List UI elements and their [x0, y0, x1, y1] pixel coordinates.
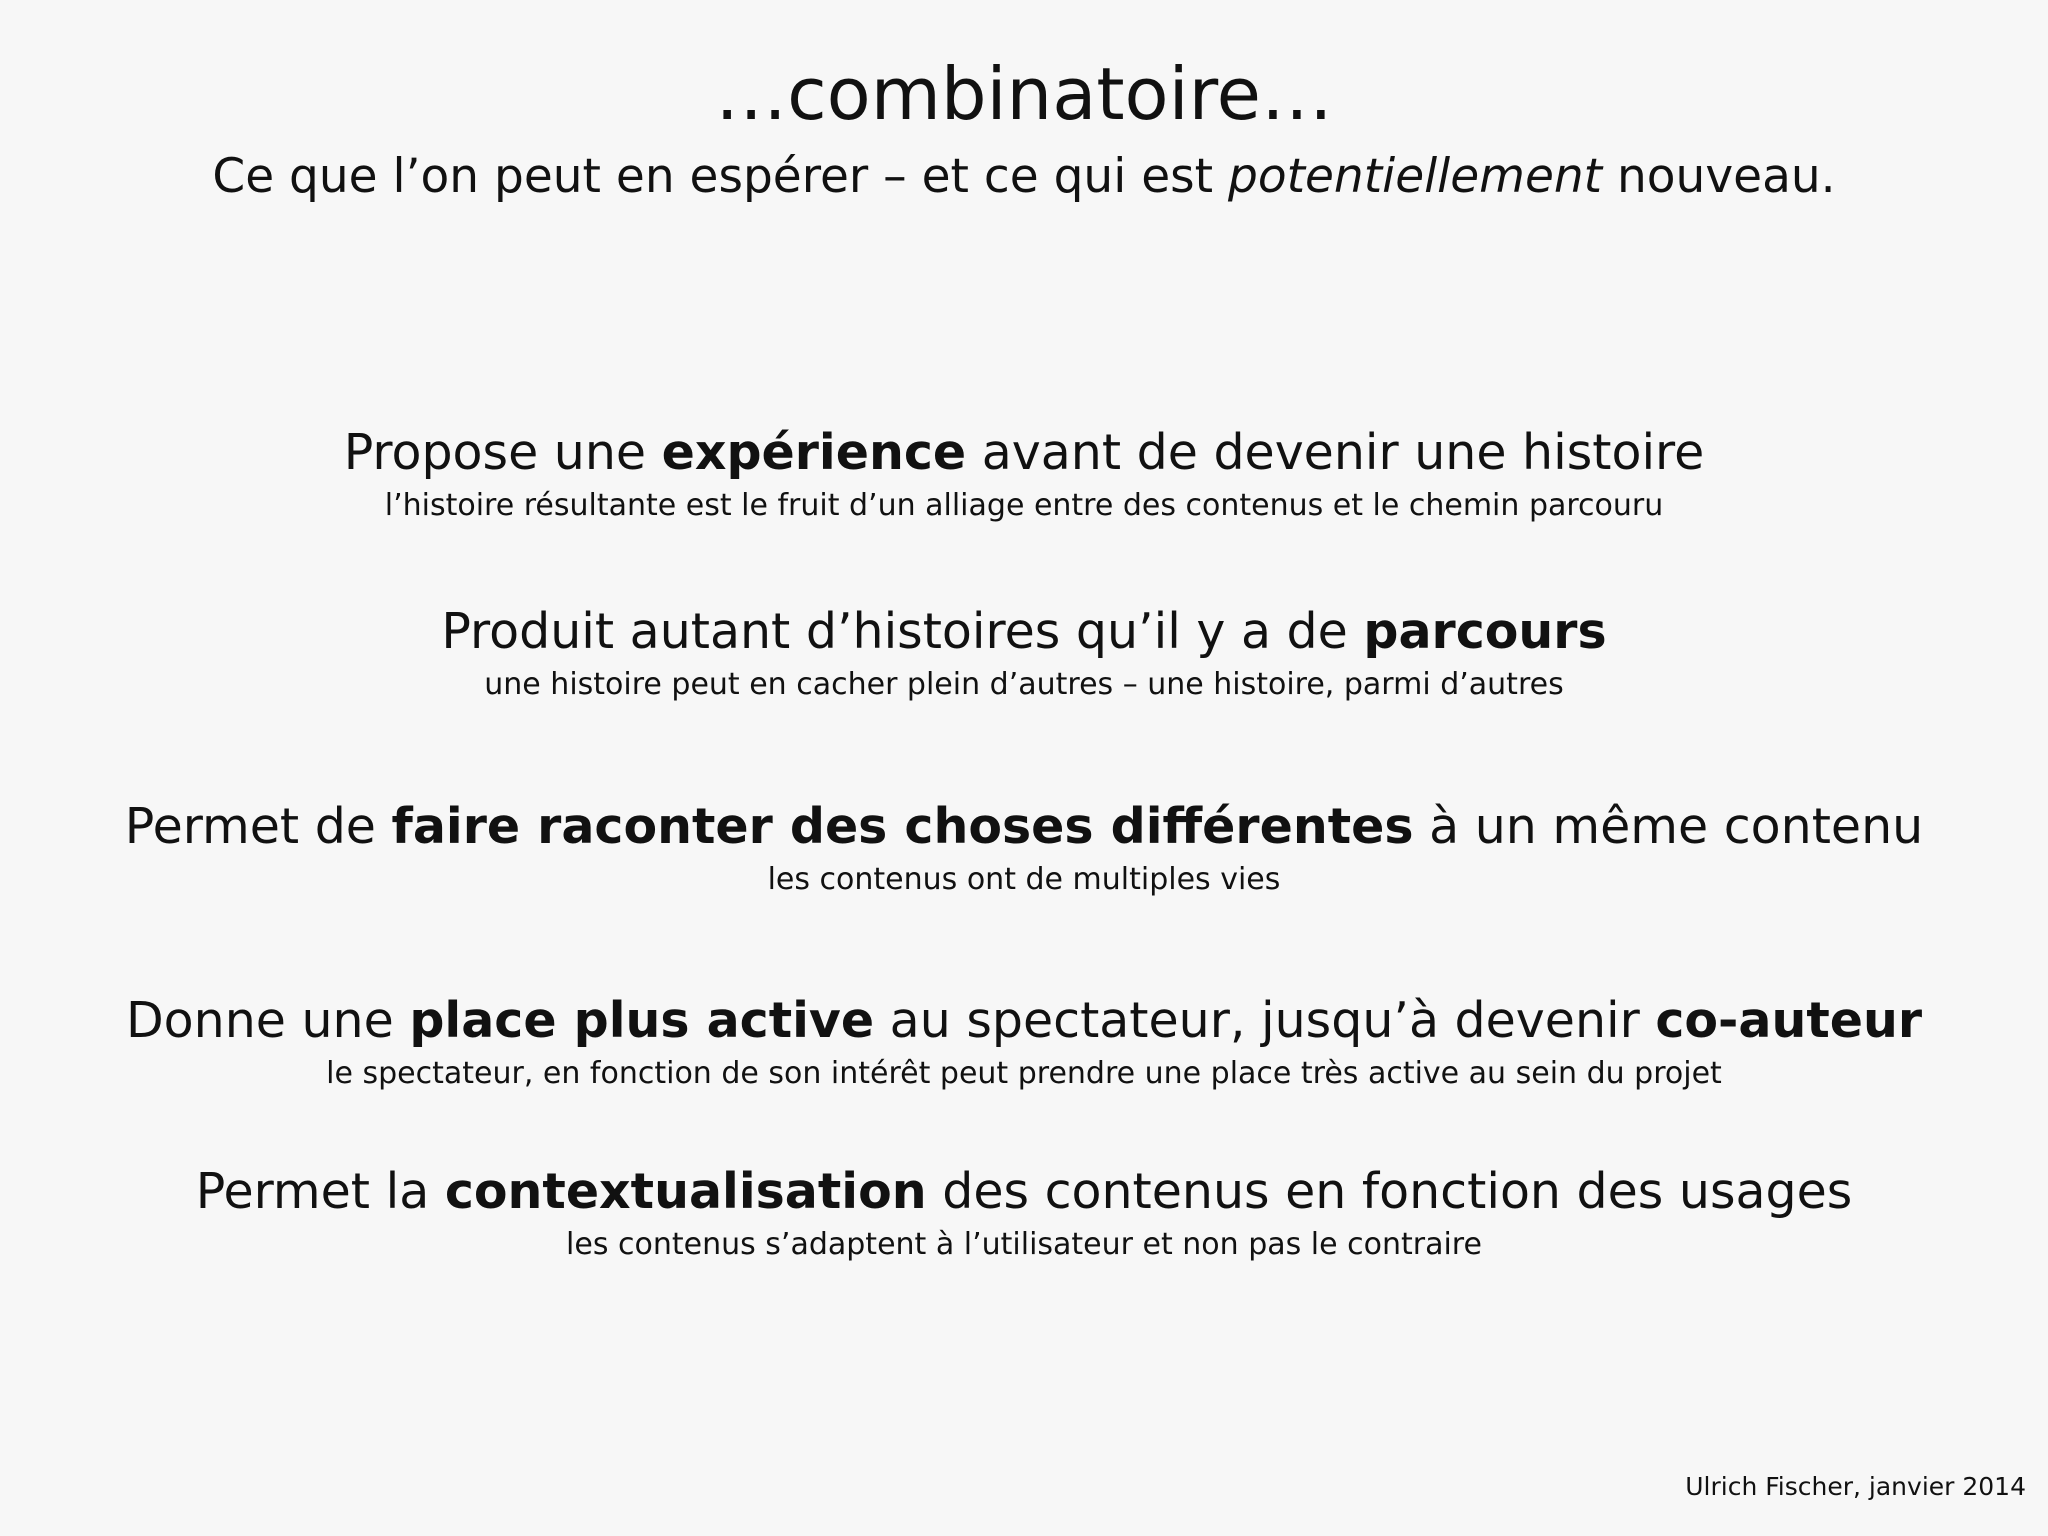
point-choses-differentes: [0, 796, 2048, 900]
point-text: Permet de: [124, 798, 392, 855]
point-detail: les contenus ont de multiples vies: [767, 862, 1281, 897]
point-main-line: [0, 422, 2048, 484]
author-credit: Ulrich Fischer, janvier 2014: [1685, 1472, 2026, 1501]
point-contextualisation: [0, 1161, 2048, 1265]
point-keyword: place plus active: [409, 992, 875, 1049]
point-main-line: [0, 1161, 2048, 1223]
point-keyword: co-auteur: [1655, 992, 1923, 1049]
point-place-active: [0, 990, 2048, 1094]
point-text: Donne une: [125, 992, 410, 1049]
subtitle-emphasis: potentiellement: [1228, 149, 1603, 204]
point-main-line: [0, 601, 2048, 663]
point-keyword: contextualisation: [444, 1163, 927, 1220]
point-text: Propose une: [343, 424, 662, 481]
point-parcours: [0, 601, 2048, 705]
slide-subtitle: [0, 148, 2048, 206]
slide-title: …combinatoire…: [715, 52, 1333, 136]
point-text: Produit autant d’histoires qu’il y a de: [441, 603, 1364, 660]
point-text: au spectateur, jusqu’à devenir: [874, 992, 1656, 1049]
point-detail: les contenus s’adaptent à l’utilisateur et non pas le contraire: [566, 1227, 1482, 1262]
point-keyword: parcours: [1363, 603, 1607, 660]
point-text: à un même contenu: [1413, 798, 1924, 855]
point-main-line: [0, 990, 2048, 1052]
point-text: avant de devenir une histoire: [966, 424, 1705, 481]
subtitle-text-after: nouveau.: [1602, 149, 1836, 204]
point-keyword: faire raconter des choses différentes: [391, 798, 1414, 855]
point-main-line: [0, 796, 2048, 858]
point-detail: le spectateur, en fonction de son intérêt peut prendre une place très active au sein du projet: [326, 1056, 1722, 1091]
point-detail: l’histoire résultante est le fruit d’un alliage entre des contenus et le chemin parcouru: [384, 488, 1664, 523]
point-experience: [0, 422, 2048, 526]
subtitle-text-before: Ce que l’on peut en espérer – et ce qui est: [212, 149, 1228, 204]
point-text: Permet la: [195, 1163, 445, 1220]
point-text: des contenus en fonction des usages: [926, 1163, 1853, 1220]
point-detail: une histoire peut en cacher plein d’autres – une histoire, parmi d’autres: [484, 667, 1564, 702]
point-keyword: expérience: [661, 424, 967, 481]
